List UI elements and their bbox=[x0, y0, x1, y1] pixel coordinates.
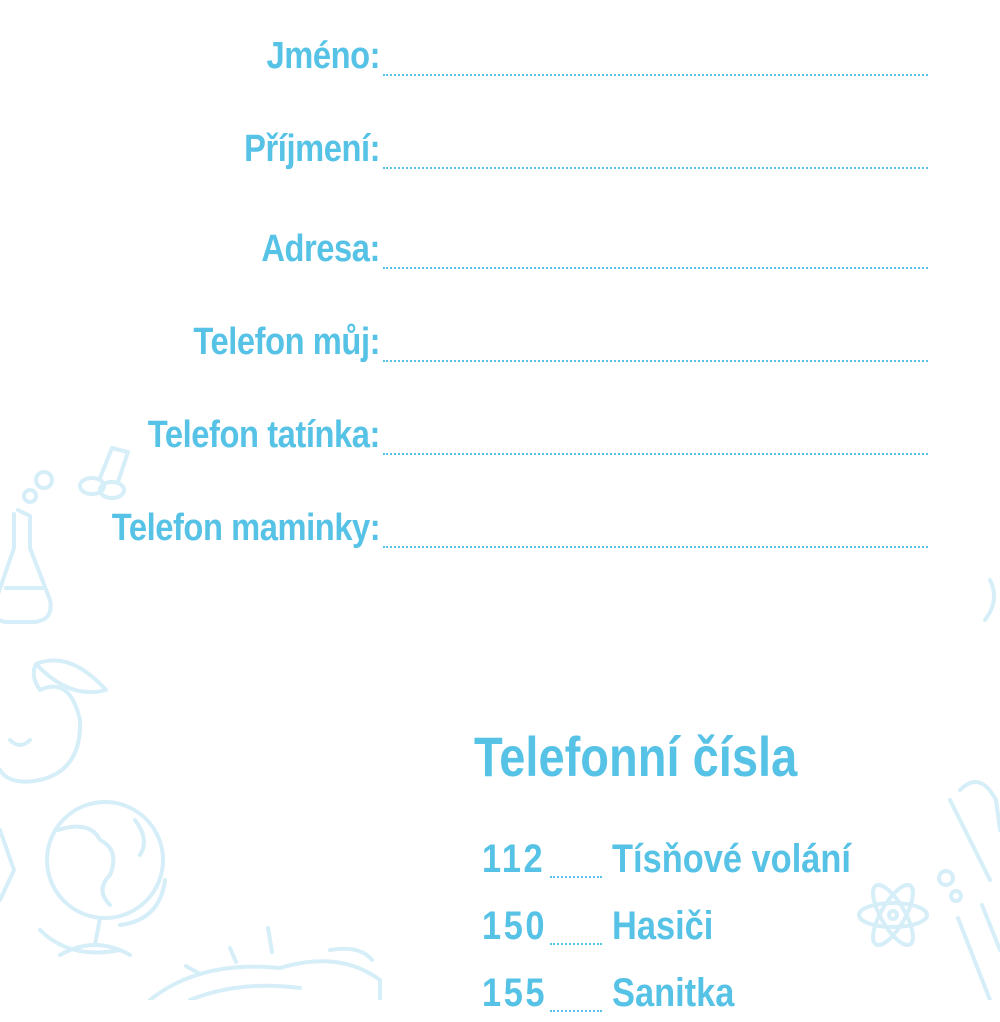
field-row-last-name bbox=[0, 127, 1000, 177]
dot-leader bbox=[550, 876, 602, 878]
last-name-label: Příjmení: bbox=[244, 128, 380, 170]
first-name-label: Jméno: bbox=[266, 35, 380, 77]
phone-row bbox=[482, 972, 982, 1022]
field-row-father-phone bbox=[0, 413, 1000, 463]
dot-leader bbox=[550, 943, 602, 945]
phone-number: 150 bbox=[482, 904, 548, 948]
dot-leader bbox=[550, 1010, 602, 1012]
mother-phone-field[interactable] bbox=[383, 546, 928, 548]
splash-icon bbox=[150, 928, 380, 1000]
field-row-first-name bbox=[0, 34, 1000, 84]
first-name-field[interactable] bbox=[383, 74, 928, 76]
mother-phone-label: Telefon maminky: bbox=[111, 507, 380, 549]
last-name-field[interactable] bbox=[383, 167, 928, 169]
father-phone-label: Telefon tatínka: bbox=[147, 414, 380, 456]
phone-service-name: Tísňové volání bbox=[612, 837, 851, 881]
my-phone-label: Telefon můj: bbox=[193, 321, 380, 363]
phone-row bbox=[482, 905, 982, 955]
phone-number: 155 bbox=[482, 971, 548, 1015]
father-phone-field[interactable] bbox=[383, 453, 928, 455]
section-title: Telefonní čísla bbox=[474, 725, 798, 788]
globe-icon bbox=[40, 802, 165, 955]
phone-service-name: Hasiči bbox=[612, 904, 714, 948]
address-label: Adresa: bbox=[261, 228, 380, 270]
apple-icon bbox=[0, 660, 106, 781]
field-row-my-phone bbox=[0, 320, 1000, 370]
my-phone-field[interactable] bbox=[383, 360, 928, 362]
phone-number: 112 bbox=[482, 837, 546, 881]
compass-icon bbox=[0, 830, 14, 900]
phone-row bbox=[482, 838, 982, 888]
phone-service-name: Sanitka bbox=[612, 971, 735, 1015]
leaf-doodle bbox=[985, 580, 994, 620]
field-row-address bbox=[0, 227, 1000, 277]
address-field[interactable] bbox=[383, 267, 928, 269]
field-row-mother-phone bbox=[0, 506, 1000, 556]
